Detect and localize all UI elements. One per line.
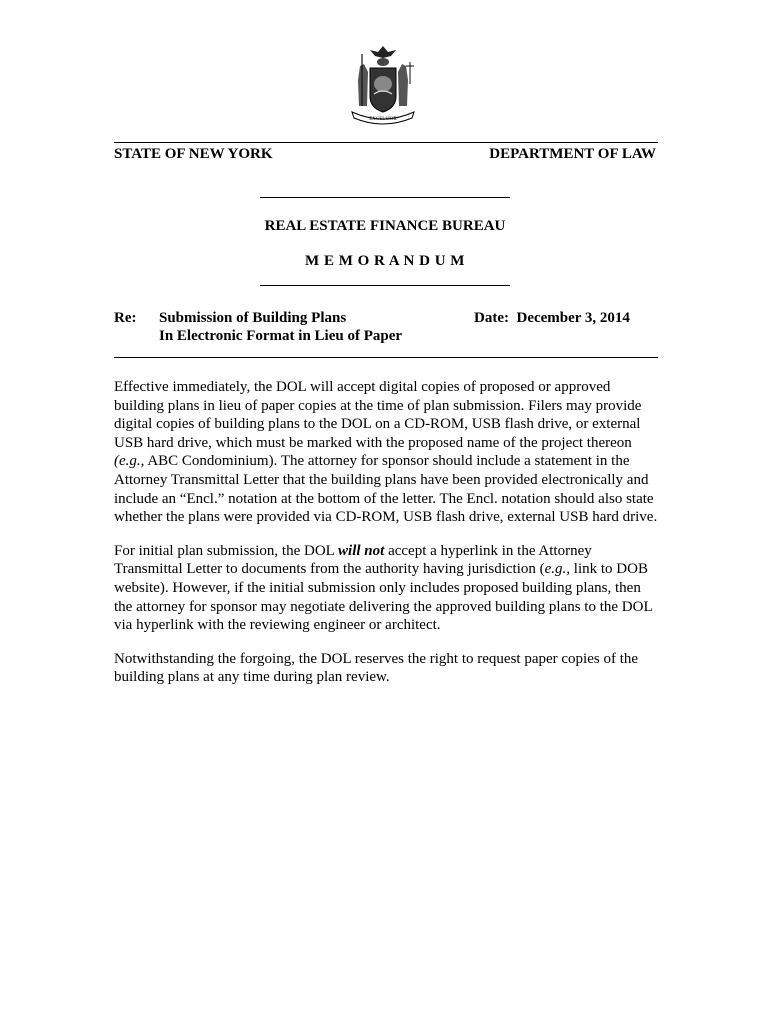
bureau-bottom-rule xyxy=(260,285,510,286)
header-top-rule xyxy=(114,142,658,143)
bureau-title: REAL ESTATE FINANCE BUREAU xyxy=(264,218,506,234)
subject-bottom-rule xyxy=(114,357,658,358)
subject-line-1: Submission of Building Plans xyxy=(159,310,347,326)
memo-body xyxy=(114,378,660,702)
memorandum-title: M E M O R A N D U M xyxy=(305,253,465,269)
paragraph-2: For initial plan submission, the DOL will not accept a hyperlink in the Attorney Transmittal Letter to documents from the authority having jurisdiction (e.g., link to DOB website). However, if the initial submission only includes proposed building plans, then the attorney for sponsor may negotiate delivering the approved building plans to the DOL via hyperlink with the reviewing engineer or architect. xyxy=(114,542,653,634)
date-label: Date: xyxy=(474,310,509,326)
svg-text:EXCELSIOR: EXCELSIOR xyxy=(369,117,397,122)
bureau-top-rule xyxy=(260,197,510,198)
state-heading: STATE OF NEW YORK xyxy=(114,146,273,162)
date-value: December 3, 2014 xyxy=(516,310,630,326)
ny-state-seal-icon xyxy=(340,44,426,126)
department-heading: DEPARTMENT OF LAW xyxy=(489,146,656,162)
paragraph-3: Notwithstanding the forgoing, the DOL reserves the right to request paper copies of the building plans at any time during plan review. xyxy=(114,650,639,686)
subject-line-2: In Electronic Format in Lieu of Paper xyxy=(159,328,403,344)
re-label: Re: xyxy=(114,310,137,326)
paragraph-1: Effective immediately, the DOL will accept digital copies of proposed or approved building plans in lieu of paper copies at the time of plan submission. Filers may provide digital copies of building plans to the DOL on a CD-ROM, USB flash drive, or external USB hard drive, which must be marked with the proposed name of the project thereon (e.g., ABC Condominium). The attorney for sponsor should include a statement in the Attorney Transmittal Letter that the building plans have been provided electronically and include an “Encl.” notation at the bottom of the letter. The Encl. notation should also state whether the plans were provided via CD-ROM, USB flash drive, external USB hard drive. xyxy=(114,379,658,526)
memo-date xyxy=(474,310,630,327)
